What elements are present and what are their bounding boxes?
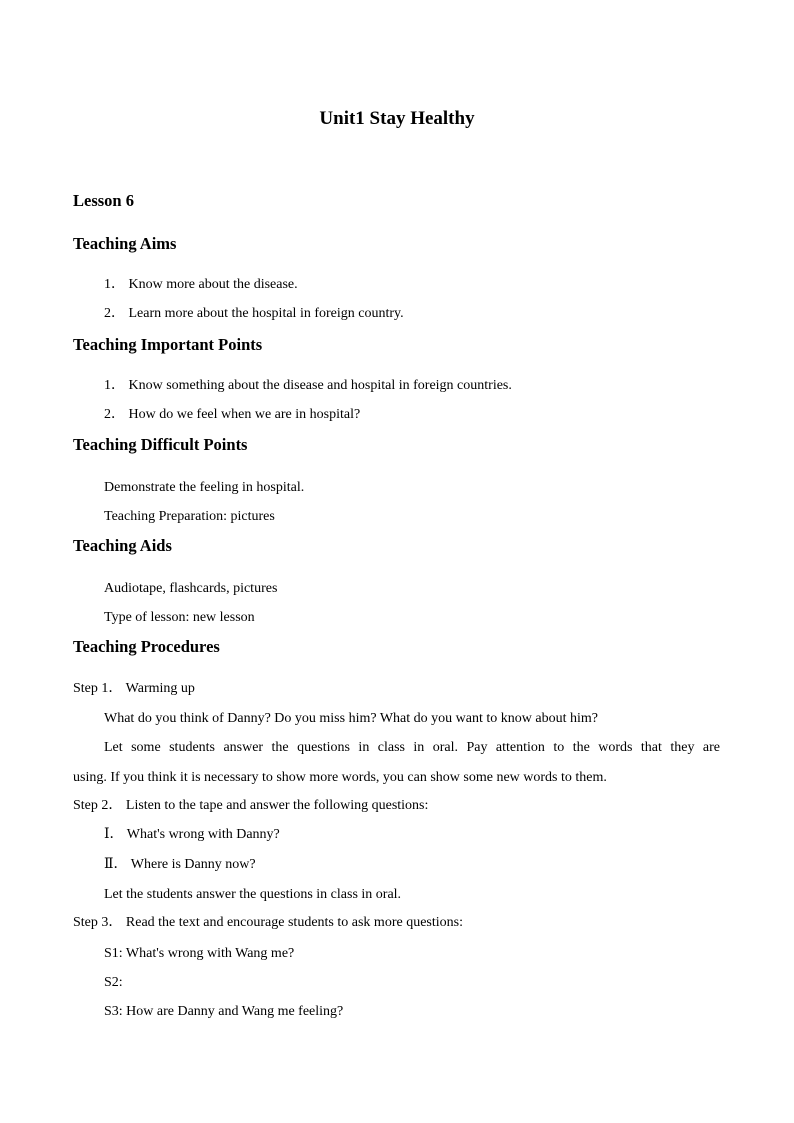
difficult-line-1: Demonstrate the feeling in hospital. <box>104 480 305 495</box>
step2-note: Let the students answer the questions in class in oral. <box>104 887 402 902</box>
step1-paragraph-line-1: Let some students answer the questions in class in oral. Pay attention to the words that they are <box>104 740 720 755</box>
difficult-heading: Teaching Difficult Points <box>73 435 248 454</box>
step2-question-2: Ⅱ． Where is Danny now? <box>104 857 256 872</box>
important-item-2: 2． How do we feel when we are in hospital? <box>104 407 361 422</box>
step3-s3: S3: How are Danny and Wang me feeling? <box>104 1004 344 1019</box>
aims-item-2: 2． Learn more about the hospital in foreign country. <box>104 306 404 321</box>
step2-label: Step 2． Listen to the tape and answer the following questions: <box>73 798 429 813</box>
aids-line-1: Audiotape, flashcards, pictures <box>104 581 278 596</box>
aids-heading: Teaching Aids <box>73 536 172 555</box>
lesson-heading: Lesson 6 <box>73 191 134 210</box>
aids-line-2: Type of lesson: new lesson <box>104 610 255 625</box>
aims-heading: Teaching Aims <box>73 234 177 253</box>
important-heading: Teaching Important Points <box>73 335 263 354</box>
important-item-1: 1． Know something about the disease and hospital in foreign countries. <box>104 378 512 393</box>
step1-label: Step 1． Warming up <box>73 681 195 696</box>
step2-question-1: Ⅰ． What's wrong with Danny? <box>104 827 280 842</box>
step3-label: Step 3． Read the text and encourage students to ask more questions: <box>73 915 463 930</box>
page-title: Unit1 Stay Healthy <box>319 108 475 129</box>
step1-question: What do you think of Danny? Do you miss him? What do you want to know about him? <box>104 711 598 726</box>
step3-s1: S1: What's wrong with Wang me? <box>104 946 295 961</box>
procedures-heading: Teaching Procedures <box>73 637 220 656</box>
aims-item-1: 1． Know more about the disease. <box>104 277 298 292</box>
step1-paragraph-line-2: using. If you think it is necessary to show more words, you can show some new words to them. <box>73 770 607 785</box>
step3-s2: S2: <box>104 975 123 990</box>
difficult-line-2: Teaching Preparation: pictures <box>104 509 275 524</box>
